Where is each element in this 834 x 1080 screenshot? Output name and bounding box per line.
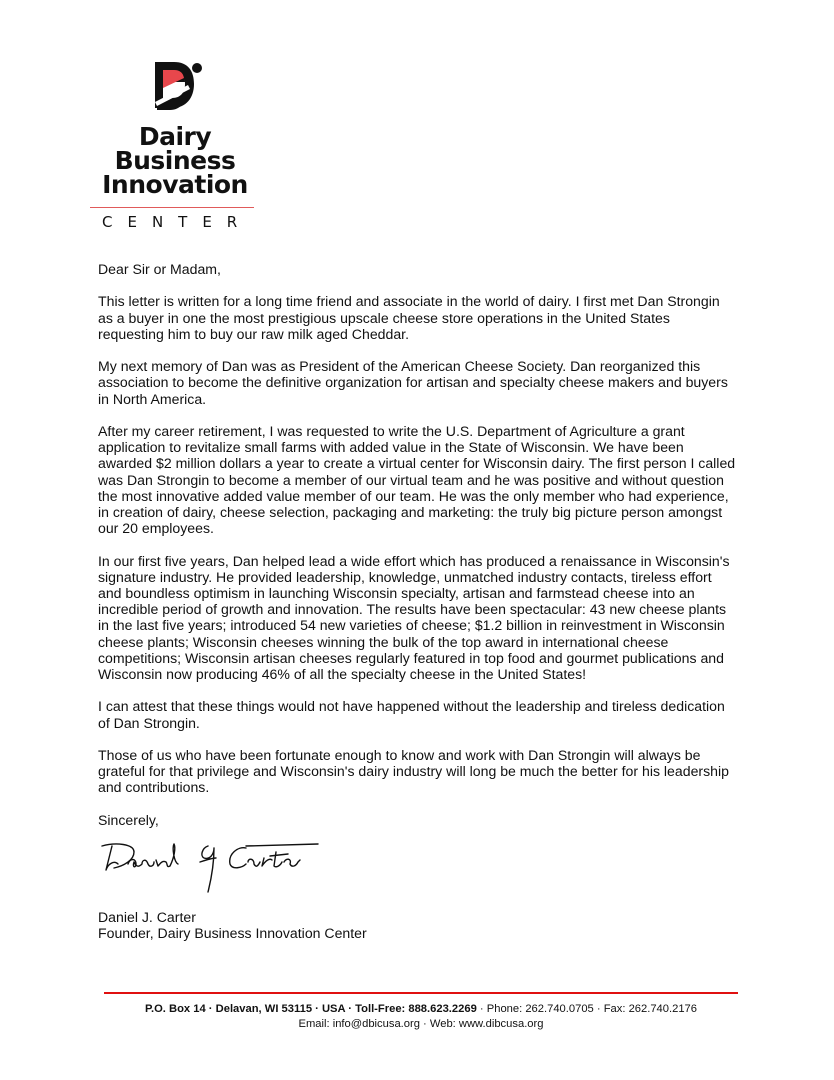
letter-body — [98, 261, 738, 844]
footer-phones: · Phone: 262.740.0705 · Fax: 262.740.2176 — [476, 1003, 698, 1015]
logo-word-business: Business — [114, 146, 236, 175]
paragraph-4: In our first five years, Dan helped lead a wide effort which has produced a renaissance in Wisconsin's signature industry. He provided leadership, knowledge, unmatched industry contacts, tireless effort and boundless optimism in launching Wisconsin specialty, artisan and farmstead cheese into an incredible period of growth and innovation. The results have been spectacular: 43 new cheese plants in the last five years; introduced 54 new varieties of cheese; $1.2 billion in reinvestment in Wisconsin cheese plants; Wisconsin cheeses winning the bulk of the top award in international cheese competitions; Wisconsin artisan cheeses regularly featured in top food and gourmet publications and Wisconsin now producing 46% of all the specialty cheese in the United States! — [98, 552, 730, 683]
paragraph-6: Those of us who have been fortunate enough to know and work with Dan Strongin will always be grateful for that privilege and Wisconsin's dairy industry will long be much the better for his leadership and contributions. — [98, 747, 729, 796]
logo-word-center: CENTER — [102, 213, 253, 231]
signer-title: Founder, Dairy Business Innovation Center — [98, 925, 367, 942]
signer-name: Daniel J. Carter — [98, 909, 196, 925]
closing: Sincerely, — [98, 811, 159, 828]
logo-wordmark — [100, 122, 250, 199]
salutation: Dear Sir or Madam, — [98, 261, 221, 277]
handwritten-signature-icon — [96, 838, 326, 898]
footer-divider — [104, 992, 738, 994]
paragraph-2: My next memory of Dan was as President of the American Cheese Society. Dan reorganized this association to become the definitive organization for artisan and specialty cheese makers and buyers in North America. — [98, 358, 728, 407]
paragraph-1: This letter is written for a long time friend and associate in the world of dairy. I first met Dan Strongin as a buyer in one the most prestigious upscale cheese store operations in the United States requesting him to buy our raw milk aged Cheddar. — [98, 293, 720, 342]
footer-contact — [104, 1002, 738, 1032]
logo-word-dairy: Dairy — [138, 122, 212, 151]
signer-block — [98, 909, 367, 941]
logo-divider — [90, 207, 254, 208]
paragraph-3: After my career retirement, I was requested to write the U.S. Department of Agriculture a grant application to revitalize small farms with added value in the State of Wisconsin. We have been awarded $2 million dollars a year to create a virtual center for Wisconsin dairy. The first person I called was Dan Strongin to become a member of our virtual team and he was positive and without question the most innovative added value member of our team. He was the only member who had experience, in creation of dairy, cheese selection, packaging and marketing: the truly big picture person amongst our 20 employees. — [98, 422, 736, 537]
dbic-d-icon — [152, 58, 204, 116]
paragraph-5: I can attest that these things would not have happened without the leadership and tireless dedication of Dan Strongin. — [98, 698, 725, 731]
logo-word-innovation: Innovation — [102, 170, 248, 199]
footer-address-line — [104, 1002, 738, 1017]
footer-address: P.O. Box 14 · Delavan, WI 53115 · USA · Toll-Free: 888.623.2269 — [144, 1003, 477, 1015]
footer-email-web: Email: info@dbicusa.org · Web: www.dibcusa.org — [298, 1018, 544, 1030]
